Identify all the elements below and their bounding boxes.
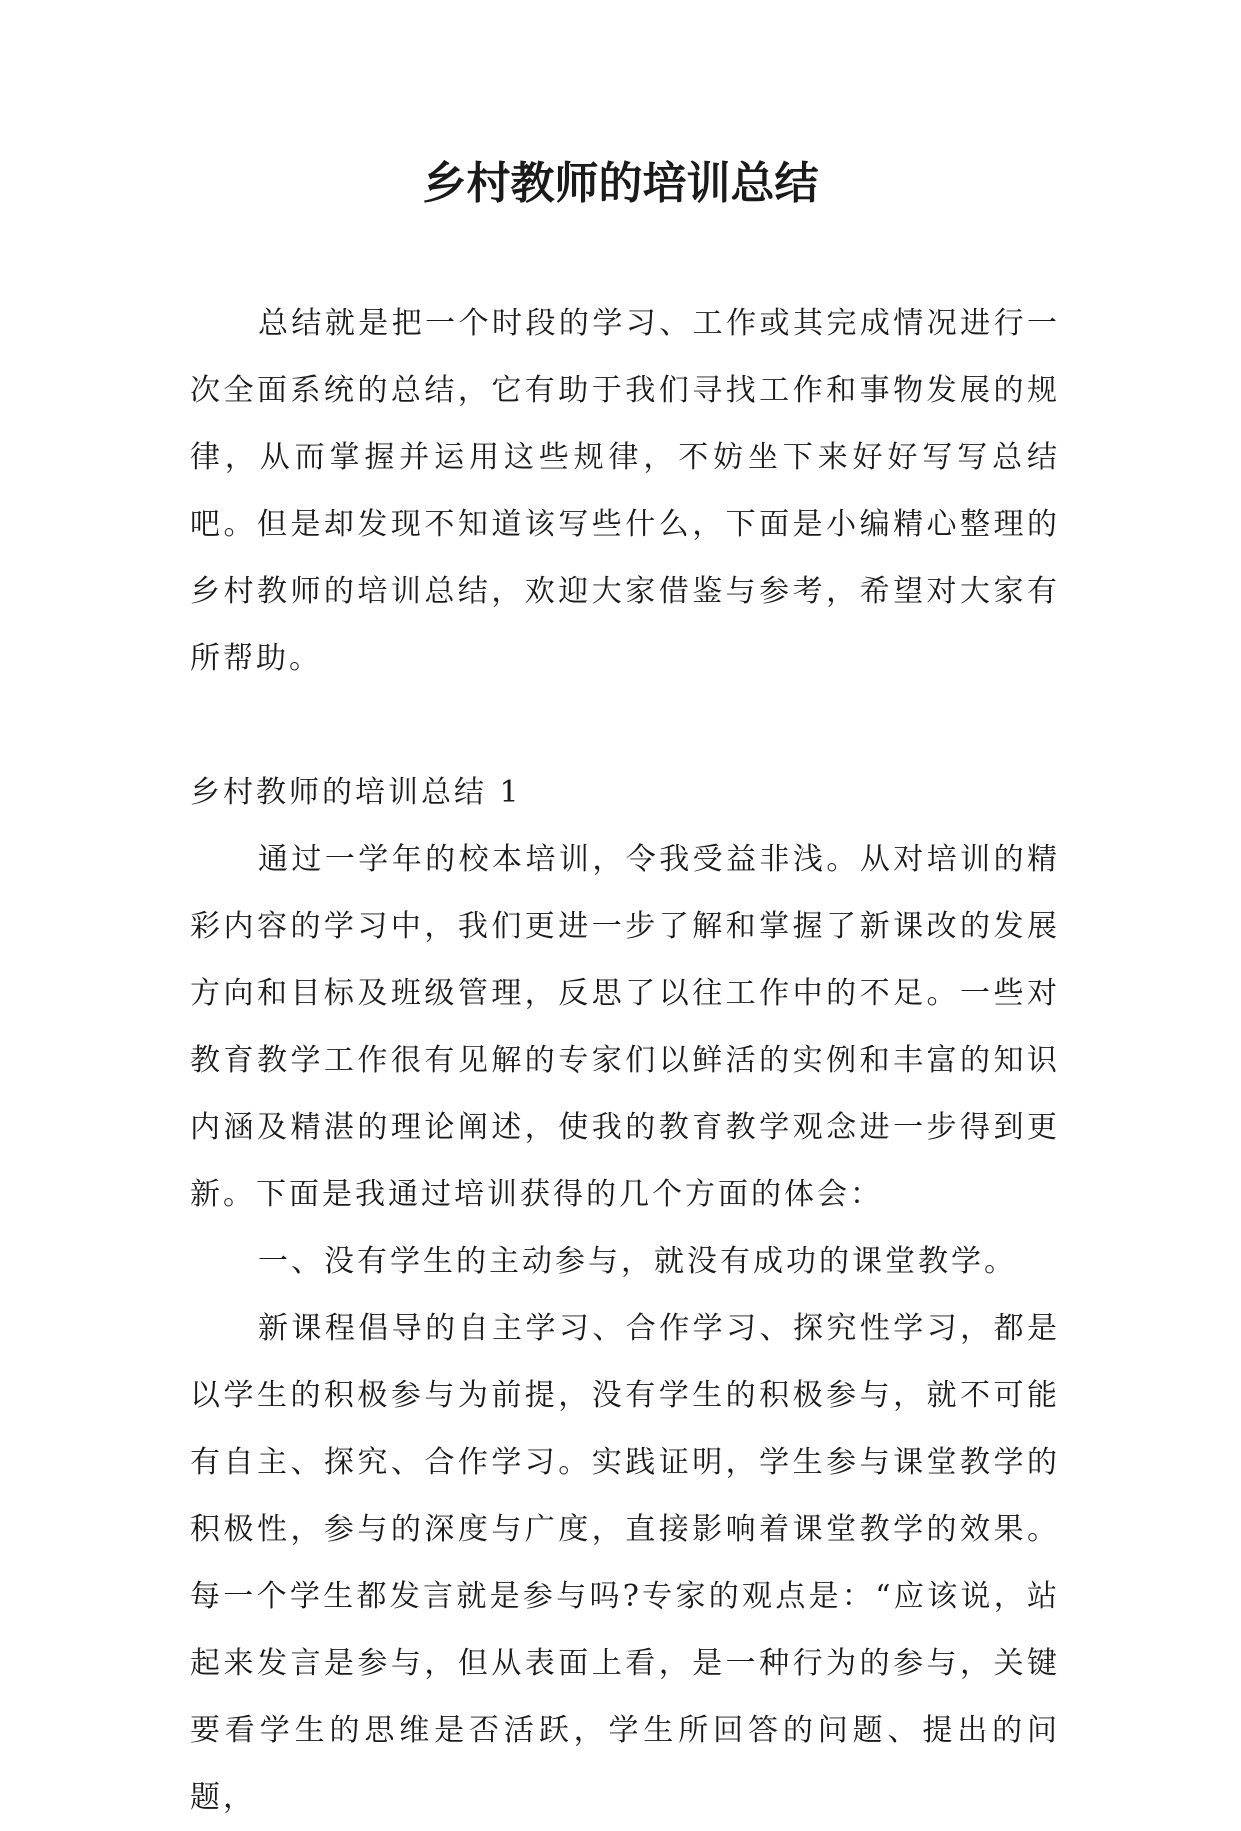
body-paragraph: 通过一学年的校本培训，令我受益非浅。从对培训的精彩内容的学习中，我们更进一步了解和掌握了新课改的发展方向和目标及班级管理，反思了以往工作中的不足。一些对教育教学工作很有见解的专家们以鲜活的实例和丰富的知识内涵及精湛的理论阐述，使我的教育教学观念进一步得到更新。下面是我通过培训获得的几个方面的体会： bbox=[190, 842, 1060, 1212]
document-body bbox=[190, 290, 1060, 1831]
document-title: 乡村教师的培训总结 bbox=[422, 158, 819, 209]
paragraph-spacer bbox=[190, 692, 1060, 759]
section-heading: 乡村教师的培训总结 1 bbox=[190, 775, 522, 810]
body-paragraph: 新课程倡导的自主学习、合作学习、探究性学习，都是以学生的积极参与为前提，没有学生的积极参与，就不可能有自主、探究、合作学习。实践证明，学生参与课堂教学的积极性，参与的深度与广度，直接影响着课堂教学的效果。每一个学生都发言就是参与吗?专家的观点是：“应该说，站起来发言是参与，但从表面上看，是一种行为的参与，关键要看学生的思维是否活跃，学生所回答的问题、提出的问题， bbox=[190, 1311, 1060, 1815]
intro-paragraph: 总结就是把一个时段的学习、工作或其完成情况进行一次全面系统的总结，它有助于我们寻找工作和事物发展的规律，从而掌握并运用这些规律，不妨坐下来好好写写总结吧。但是却发现不知道该写些什么，下面是小编精心整理的乡村教师的培训总结，欢迎大家借鉴与参考，希望对大家有所帮助。 bbox=[190, 306, 1060, 676]
body-paragraph: 一、没有学生的主动参与，就没有成功的课堂教学。 bbox=[258, 1244, 1017, 1279]
